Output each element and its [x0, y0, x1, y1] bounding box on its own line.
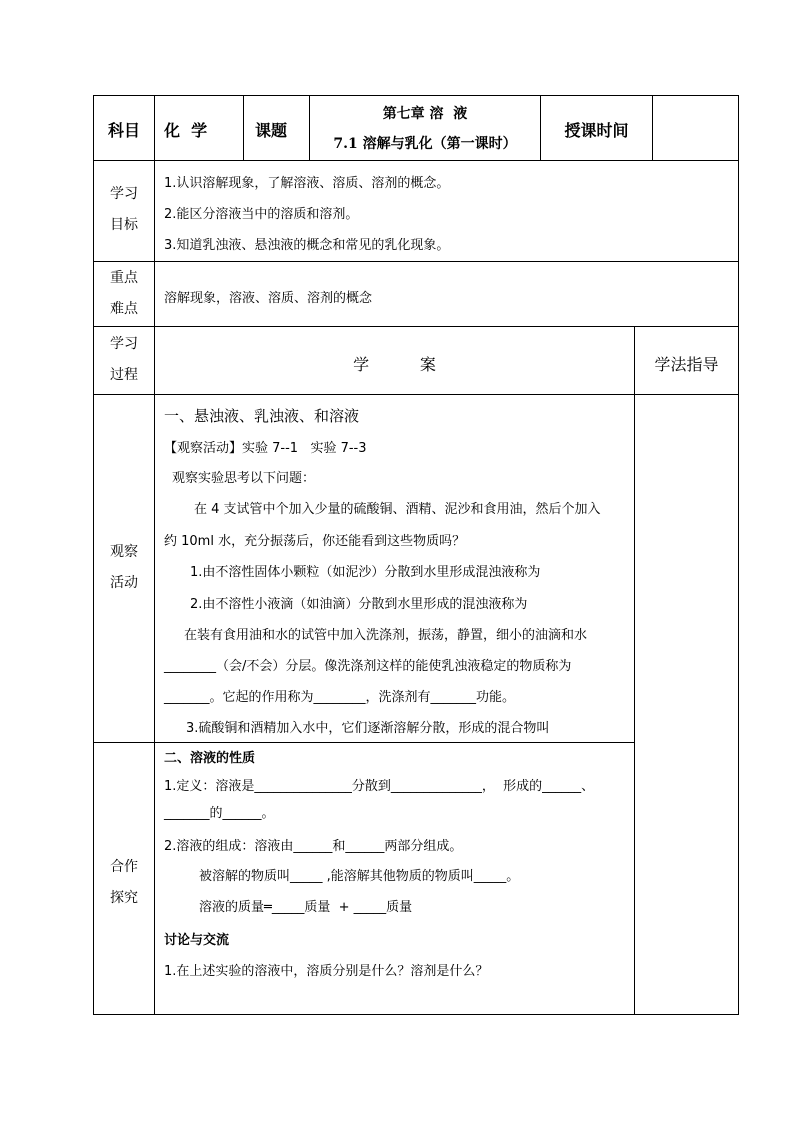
- solute-line: 被溶解的物质叫_____ ,能溶解其他物质的物质叫_____。: [199, 869, 520, 884]
- definition-line: 1.定义：溶液是_______________分散到______________， 形成的______、: [164, 779, 595, 794]
- discuss-question: 1.在上述实验的溶液中，溶质分别是什么？溶剂是什么？: [164, 964, 489, 979]
- topic-subtitle: 7.1 溶解与乳化（第一课时）: [333, 136, 517, 152]
- guide-heading: 学法指导: [654, 355, 719, 374]
- think-line: 观察实验思考以下问题：: [172, 471, 316, 486]
- para2-line: 在装有食用油和水的试管中加入洗涤剂，振荡，静置，细小的油滴和水: [184, 628, 588, 643]
- grid-line: [93, 394, 739, 395]
- composition-line: 2.溶液的组成：溶液由______和______两部分组成。: [164, 839, 463, 854]
- activity-line: 【观察活动】实验 7--1 实验 7--3: [164, 441, 367, 456]
- para2-line: _______。它起的作用称为________，洗涤剂有_______功能。: [164, 690, 516, 705]
- grid-line: [93, 326, 739, 327]
- observe-label: 观察活动: [110, 544, 138, 591]
- process-label: 学习过程: [110, 336, 138, 383]
- para2-line: ________（会/不会）分层。像洗涤剂这样的能使乳浊液稳定的物质称为: [164, 659, 572, 674]
- grid-line: [93, 1014, 739, 1015]
- para1-line: 约 10ml 水，充分振荡后，你还能看到这些物质吗？: [164, 534, 466, 549]
- mass-line: 溶液的质量═_____质量 + _____质量: [199, 900, 413, 915]
- grid-line: [243, 95, 244, 160]
- goals-label: 学习目标: [110, 186, 138, 233]
- subject-value: 化 学: [164, 121, 208, 140]
- section-title: 一、悬浊液、乳浊液、和溶液: [164, 407, 360, 425]
- question-line: 1.由不溶性固体小颗粒（如泥沙）分散到水里形成混浊液称为: [190, 565, 541, 580]
- grid-line: [93, 160, 739, 161]
- goal-item: 2.能区分溶液当中的溶质和溶剂。: [164, 207, 359, 222]
- explore-label: 合作探究: [110, 859, 138, 906]
- para1-line: 在 4 支试管中个加入少量的硫酸铜、酒精、泥沙和食用油，然后个加入: [194, 502, 601, 517]
- discuss-title: 讨论与交流: [164, 933, 230, 948]
- time-label: 授课时间: [564, 121, 629, 140]
- question-line: 3.硫酸铜和酒精加入水中，它们逐渐溶解分散，形成的混合物叫: [186, 721, 550, 736]
- section-title: 二、溶液的性质: [164, 751, 256, 766]
- question-line: 2.由不溶性小液滴（如油滴）分散到水里形成的混浊液称为: [190, 597, 528, 612]
- subject-label: 科目: [108, 121, 141, 140]
- plan-heading: 学 案: [353, 355, 436, 374]
- grid-line: [652, 95, 653, 160]
- grid-line: [93, 742, 634, 743]
- grid-line: [93, 261, 739, 262]
- topic-title: 第七章 溶 液: [382, 106, 468, 122]
- grid-line: [634, 326, 635, 1015]
- topic-label: 课题: [255, 121, 288, 140]
- definition-line: _______的______。: [164, 806, 275, 821]
- keypoints-label: 重点难点: [110, 270, 138, 317]
- grid-line: [93, 95, 739, 96]
- goal-item: 1.认识溶解现象，了解溶液、溶质、溶剂的概念。: [164, 176, 450, 191]
- goal-item: 3.知道乳浊液、悬浊液的概念和常见的乳化现象。: [164, 238, 450, 253]
- grid-line: [154, 95, 155, 1015]
- keypoints-text: 溶解现象，溶液、溶质、溶剂的概念: [164, 291, 373, 306]
- grid-line: [738, 95, 739, 1015]
